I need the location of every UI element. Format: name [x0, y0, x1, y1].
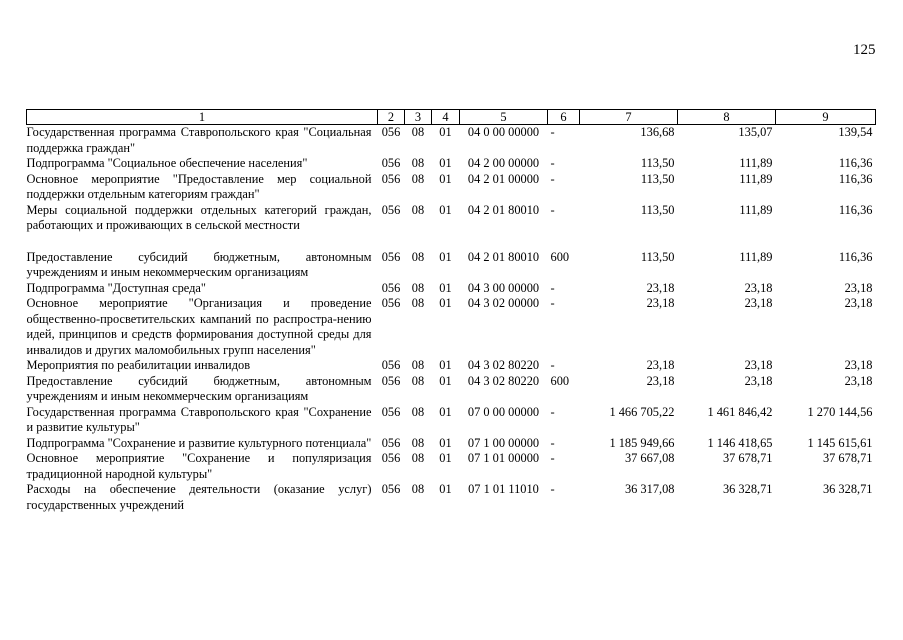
cell-code-4: 01: [439, 358, 452, 372]
cell-code-3: 08: [411, 373, 425, 388]
row-name: Государственная программа Ставропольского края "Социальная поддержка граждан": [26, 125, 372, 155]
cell-code-4: 01: [439, 202, 452, 217]
cell-code-3: 08: [411, 451, 425, 465]
cell-code-6: -: [550, 482, 555, 496]
cell-code-5: 04 3 02 00000: [467, 296, 540, 310]
cell-code-5: 04 3 02 80220: [467, 358, 540, 372]
row-name: Предоставление субсидий бюджетным, автономным учреждениям и иным некоммерческим организациям: [26, 249, 372, 279]
header-col-9: 9: [776, 110, 876, 125]
cell-code-3: 08: [411, 156, 425, 170]
cell-value-9: 23,18: [844, 358, 873, 372]
cell-code-4: 01: [439, 451, 452, 465]
cell-code-6: -: [550, 156, 555, 170]
cell-code-3: 08: [411, 296, 425, 310]
table-row: [27, 405, 876, 436]
header-col-5: 5: [460, 110, 548, 125]
cell-value-8: 36 328,71: [722, 482, 773, 496]
cell-code-6: -: [550, 296, 555, 310]
page-number: 125: [853, 42, 876, 58]
table-row: [27, 436, 876, 452]
cell-code-4: 01: [439, 280, 452, 295]
cell-value-8: 1 146 418,65: [707, 435, 773, 450]
row-name: Подпрограмма "Социальное обеспечение населения": [26, 156, 308, 170]
cell-code-2: 056: [381, 249, 401, 264]
row-name: Расходы на обеспечение деятельности (оказание услуг) государственных учреждений: [26, 482, 372, 512]
table-row: [27, 451, 876, 482]
row-name: Мероприятия по реабилитации инвалидов: [26, 358, 251, 372]
row-name: Основное мероприятие "Организация и проведение общественно-просветительских кампаний по распростра-нению идей, принципов и средств формирования доступной среды для инвалидов и других маломобильных групп населения": [26, 296, 372, 357]
cell-code-3: 08: [411, 171, 425, 186]
cell-code-6: -: [550, 404, 555, 419]
header-col-4: 4: [432, 110, 460, 125]
cell-code-4: 01: [439, 404, 452, 419]
cell-code-5: 07 1 01 11010: [468, 482, 539, 496]
cell-value-9: 23,18: [844, 373, 873, 388]
cell-value-8: 111,89: [739, 171, 773, 186]
cell-code-5: 04 3 00 00000: [467, 280, 540, 295]
cell-value-8: 111,89: [739, 156, 773, 170]
cell-code-6: -: [550, 435, 555, 450]
cell-code-3: 08: [411, 482, 425, 496]
cell-code-5: 04 3 02 80220: [467, 373, 540, 388]
table-row: [27, 482, 876, 513]
cell-code-2: 056: [381, 171, 401, 186]
cell-code-5: 07 1 00 00000: [467, 435, 540, 450]
cell-value-9: 116,36: [838, 249, 873, 264]
cell-value-7: 23,18: [646, 373, 675, 388]
cell-code-5: 04 2 01 80010: [467, 202, 540, 217]
cell-value-8: 23,18: [744, 373, 773, 388]
blank-cell: [27, 234, 876, 250]
table-row: [27, 296, 876, 358]
cell-value-9: 1 270 144,56: [807, 404, 873, 419]
cell-value-8: 23,18: [744, 280, 773, 295]
cell-code-6: -: [550, 451, 555, 465]
cell-code-4: 01: [439, 125, 452, 139]
cell-code-4: 01: [439, 482, 452, 496]
cell-code-3: 08: [411, 249, 425, 264]
cell-code-5: 04 2 01 00000: [467, 171, 540, 186]
cell-value-8: 111,89: [739, 249, 773, 264]
cell-code-2: 056: [381, 296, 401, 310]
cell-value-9: 116,36: [838, 202, 873, 217]
cell-value-7: 136,68: [640, 125, 675, 139]
header-col-8: 8: [678, 110, 776, 125]
cell-value-7: 113,50: [640, 249, 675, 264]
cell-value-9: 36 328,71: [822, 482, 873, 496]
cell-code-6: 600: [550, 373, 570, 388]
cell-value-7: 36 317,08: [624, 482, 675, 496]
cell-code-5: 07 0 00 00000: [467, 404, 540, 419]
cell-value-7: 23,18: [646, 280, 675, 295]
cell-value-9: 116,36: [838, 171, 873, 186]
cell-value-9: 1 145 615,61: [807, 435, 873, 450]
header-col-6: 6: [548, 110, 580, 125]
header-row: [27, 110, 876, 125]
cell-code-6: -: [550, 171, 555, 186]
cell-code-6: -: [550, 202, 555, 217]
cell-code-4: 01: [439, 156, 452, 170]
cell-value-7: 113,50: [640, 171, 675, 186]
cell-code-4: 01: [439, 249, 452, 264]
cell-code-5: 07 1 01 00000: [467, 451, 540, 465]
row-name: Предоставление субсидий бюджетным, автономным учреждениям и иным некоммерческим организациям: [26, 373, 372, 403]
cell-code-4: 01: [439, 296, 452, 310]
cell-value-9: 23,18: [844, 296, 873, 310]
row-name: Государственная программа Ставропольского края "Сохранение и развитие культуры": [26, 404, 372, 434]
cell-value-7: 1 466 705,22: [609, 404, 675, 419]
cell-value-8: 23,18: [744, 296, 773, 310]
cell-value-8: 1 461 846,42: [707, 404, 773, 419]
row-name: Основное мероприятие "Предоставление мер социальной поддержки отдельным категориям граждан": [26, 171, 372, 201]
cell-value-7: 37 667,08: [624, 451, 675, 465]
header-col-7: 7: [580, 110, 678, 125]
cell-code-2: 056: [381, 482, 401, 496]
cell-code-2: 056: [381, 280, 401, 295]
row-name: Подпрограмма "Доступная среда": [26, 280, 206, 295]
cell-code-2: 056: [381, 358, 401, 372]
budget-table: [26, 109, 876, 513]
cell-code-2: 056: [381, 404, 401, 419]
table-row: [27, 250, 876, 281]
cell-code-6: -: [550, 125, 555, 139]
cell-code-6: 600: [550, 249, 570, 264]
cell-code-2: 056: [381, 125, 401, 139]
cell-code-2: 056: [381, 156, 401, 170]
table-row: [27, 125, 876, 157]
table-row: [27, 281, 876, 297]
table-row: [27, 203, 876, 234]
cell-code-3: 08: [411, 202, 425, 217]
cell-code-6: -: [550, 280, 555, 295]
cell-code-5: 04 2 00 00000: [467, 156, 540, 170]
cell-code-3: 08: [411, 404, 425, 419]
cell-value-7: 1 185 949,66: [609, 435, 675, 450]
table-row: [27, 374, 876, 405]
cell-code-2: 056: [381, 435, 401, 450]
cell-code-5: 04 0 00 00000: [467, 125, 540, 139]
cell-value-9: 37 678,71: [822, 451, 873, 465]
row-name: Меры социальной поддержки отдельных категорий граждан, работающих и проживающих в сельской местности: [26, 202, 372, 232]
row-name: Подпрограмма "Сохранение и развитие культурного потенциала": [26, 435, 372, 450]
cell-code-6: -: [550, 358, 555, 372]
cell-value-8: 37 678,71: [722, 451, 773, 465]
cell-code-4: 01: [439, 435, 452, 450]
cell-code-2: 056: [381, 373, 401, 388]
blank-row: [27, 234, 876, 250]
table-row: [27, 172, 876, 203]
cell-value-8: 135,07: [738, 125, 773, 139]
cell-code-4: 01: [439, 171, 452, 186]
header-col-1: 1: [27, 110, 378, 125]
cell-code-3: 08: [411, 280, 425, 295]
cell-code-3: 08: [411, 125, 425, 139]
cell-code-2: 056: [381, 202, 401, 217]
cell-value-9: 139,54: [838, 125, 873, 139]
cell-code-5: 04 2 01 80010: [467, 249, 540, 264]
cell-value-8: 111,89: [739, 202, 773, 217]
cell-code-4: 01: [439, 373, 452, 388]
row-name: Основное мероприятие "Сохранение и популяризация традиционной народной культуры": [26, 451, 372, 481]
cell-value-7: 23,18: [646, 358, 675, 372]
cell-code-3: 08: [411, 435, 425, 450]
cell-code-2: 056: [381, 451, 401, 465]
table-row: [27, 358, 876, 374]
cell-code-3: 08: [411, 358, 425, 372]
header-col-3: 3: [405, 110, 432, 125]
cell-value-7: 23,18: [646, 296, 675, 310]
cell-value-8: 23,18: [744, 358, 773, 372]
cell-value-7: 113,50: [640, 202, 675, 217]
cell-value-7: 113,50: [640, 156, 675, 170]
cell-value-9: 116,36: [838, 156, 873, 170]
header-col-2: 2: [378, 110, 405, 125]
table-row: [27, 156, 876, 172]
cell-value-9: 23,18: [844, 280, 873, 295]
